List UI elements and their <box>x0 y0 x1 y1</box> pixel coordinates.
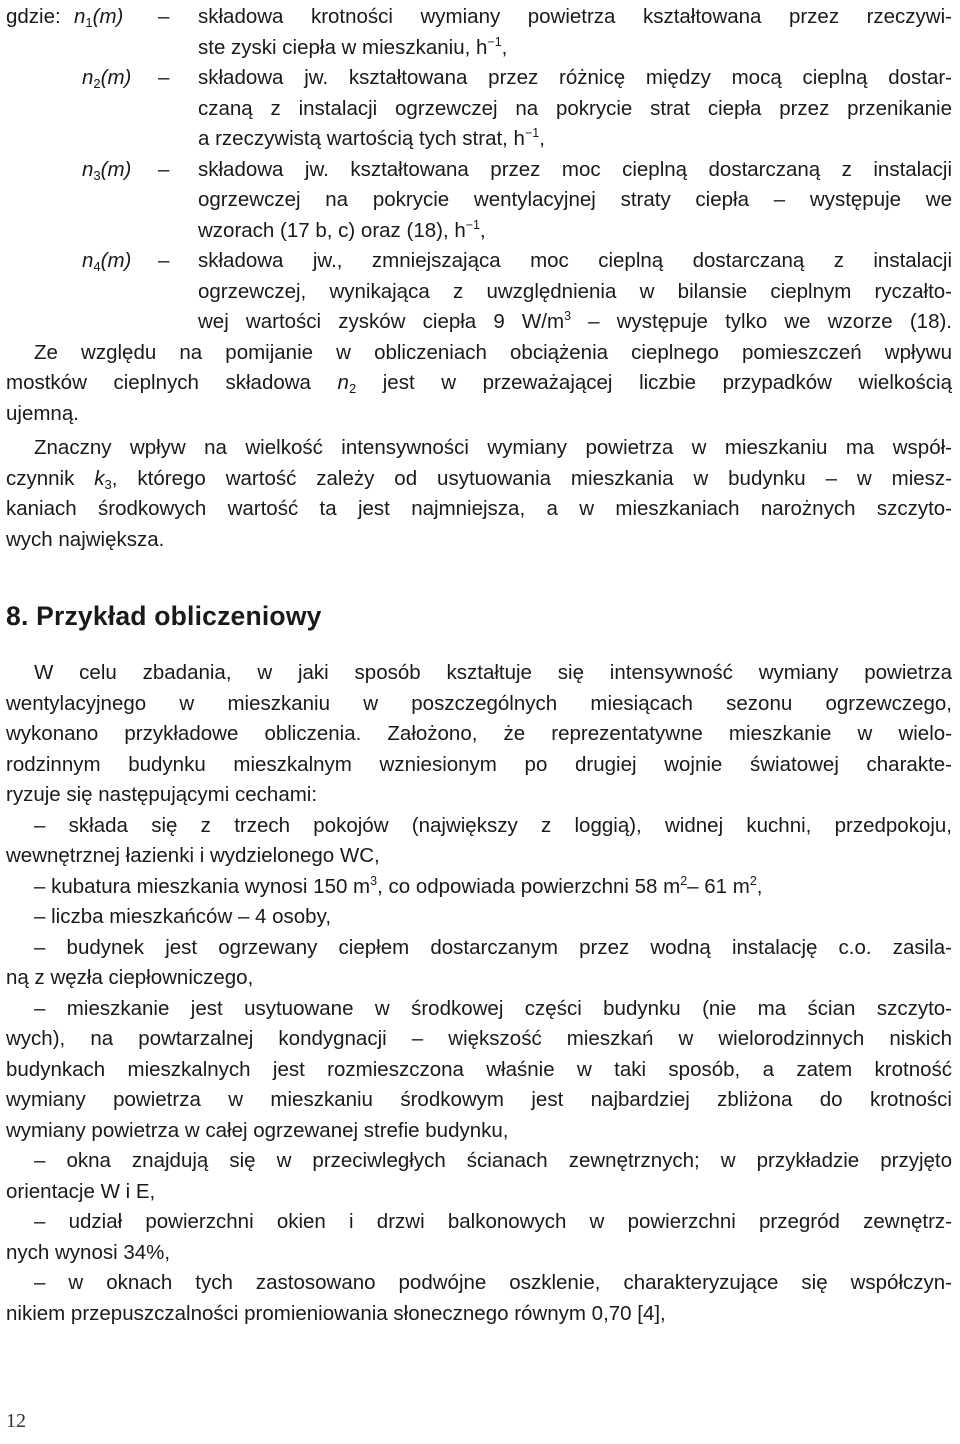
definition-text: składowa jw. kształtowana przez moc cieplną dostarczaną z instalacji ogrzewczej na pokrycie wentylacyjnej straty ciepła – występuje we wzorach (17 b, c) oraz (18), $h^{-1}$, <box>198 157 952 242</box>
feature-list: – składa się z trzech pokojów (największy z loggią), widnej kuchni, przedpokoju, wewnętrznej łazienki i wydzielonego WC, – kubatura mieszkania wynosi 150 $m^3$, co odpowiada powierzchni 58 $m^2-$ 61 $m^2$, – liczba mieszkańców – 4 osoby, – budynek jest ogrzewany ciepłem dostarczanym przez wodną instalację c.o. zasila- ną z węzła ciepłowniczego, – mieszkanie jest usytuowane w środkowej części budynku (nie ma ścian szczyto- wych), na powtarzalnej kondygnacji – większość mieszkań w wielorodzinnych niskich budynkach mieszkalnych jest rozmieszczona właśnie w taki sposób, a zatem krotność wymiany powietrza w mieszkaniu środkowym jest najbardziej zbliżona do krotności wymiany powietrza w całej ogrzewanej strefie budynku, – okna znajdują się w przeciwległych ścianach zewnętrznych; w przykładzie przyjęto orientacje W i E, – udział powierzchni okien i drzwi balkonowych w powierzchni przegród zewnętrz- nych wynosi 34%, – w oknach tych zastosowano podwójne oszklenie, charakteryzujące się współczyn- nikiem przepuszczalności promieniowania słonecznego równym 0,70 [4], <box>6 811 952 1330</box>
document-page <box>6 0 952 1329</box>
list-item: – udział powierzchni okien i drzwi balkonowych w powierzchni przegród zewnętrz- <box>34 1210 952 1233</box>
definition-dash: – <box>158 66 170 89</box>
definition-symbol: $n_3(m)$ <box>82 157 132 183</box>
definition-n1 <box>6 2 952 63</box>
definition-dash: – <box>158 249 170 272</box>
list-item: – w oknach tych zastosowano podwójne oszklenie, charakteryzujące się współczyn- <box>34 1271 952 1294</box>
list-item: – mieszkanie jest usytuowane w środkowej części budynku (nie ma ścian szczyto- <box>34 996 952 1020</box>
definition-list <box>6 2 952 338</box>
section-number: 8. <box>6 601 29 631</box>
paragraph-k3: Znaczny wpływ na wielkość intensywności wymiany powietrza w mieszkaniu ma współ- czynnik $k_3$, którego wartość zależy od usytuowania mieszkania w budynku – w miesz- kaniach środkowych wartość ta jest najmniejsza, a w mieszkaniach narożnych szczyto- wych największa. <box>6 436 952 551</box>
definition-symbol: gdzie: $n_1(m)$ <box>6 2 158 33</box>
definition-symbol: $n_4(m)$ <box>82 249 132 274</box>
list-item: – składa się z trzech pokojów (największy z loggią), widnej kuchni, przedpokoju, <box>34 813 952 837</box>
list-item: – okna znajdują się w przeciwległych ścianach zewnętrznych; w przykładzie przyjęto <box>34 1149 952 1172</box>
paragraph-example-intro: W celu zbadania, w jaki sposób kształtuje się intensywność wymiany powietrza wentylacyjnego w mieszkaniu w poszczególnych miesiącach sezonu ogrzewczego, wykonano przykładowe obliczenia. Założono, że reprezentatywne mieszkanie w wielo- rodzinnym budynku mieszkalnym wzniesionym po drugiej wojnie światowej charakte- ryzuje się następującymi cechami: <box>6 661 952 806</box>
definition-n2 <box>6 63 952 155</box>
section-heading <box>6 601 952 632</box>
gdzie-label: gdzie: <box>6 5 61 28</box>
page-number: 12 <box>6 1410 26 1432</box>
definition-symbol: $n_2(m)$ <box>82 66 132 91</box>
definition-n4 <box>6 246 952 338</box>
paragraph-mostki: Ze względu na pomijanie w obliczeniach obciążenia cieplnego pomieszczeń wpływu mostków cieplnych składowa $n_2$ jest w przeważającej liczbie przypadków wielkością ujemną. <box>6 340 952 425</box>
definition-text: składowa jw. kształtowana przez różnicę między mocą cieplną dostar- czaną z instalacji ogrzewczej na pokrycie strat ciepła przez przenikanie a rzeczywistą wartością tych strat, $h^{-1}$, <box>198 66 952 150</box>
list-item: – kubatura mieszkania wynosi 150 $m^3$, co odpowiada powierzchni 58 $m^2-$ 61 $m^2$, <box>34 873 763 898</box>
definition-dash: – <box>158 5 170 28</box>
definition-dash: – <box>158 157 170 181</box>
list-item: – liczba mieszkańców – 4 osoby, <box>34 905 332 928</box>
definition-text: składowa krotności wymiany powietrza kształtowana przez rzeczywi- ste zyski ciepła w mieszkaniu, $h^{-1}$, <box>198 5 952 59</box>
list-item: – budynek jest ogrzewany ciepłem dostarczanym przez wodną instalację c.o. zasila- <box>34 935 952 959</box>
section-title: Przykład obliczeniowy <box>36 601 322 631</box>
definition-n3 <box>6 155 952 247</box>
definition-text: składowa jw., zmniejszająca moc cieplną dostarczaną z instalacji ogrzewczej, wynikająca z uwzględnienia w bilansie cieplnym ryczałto- wej wartości zysków ciepła 9 $W/m^3$ – występuje tylko we wzorze (18). <box>198 249 952 333</box>
